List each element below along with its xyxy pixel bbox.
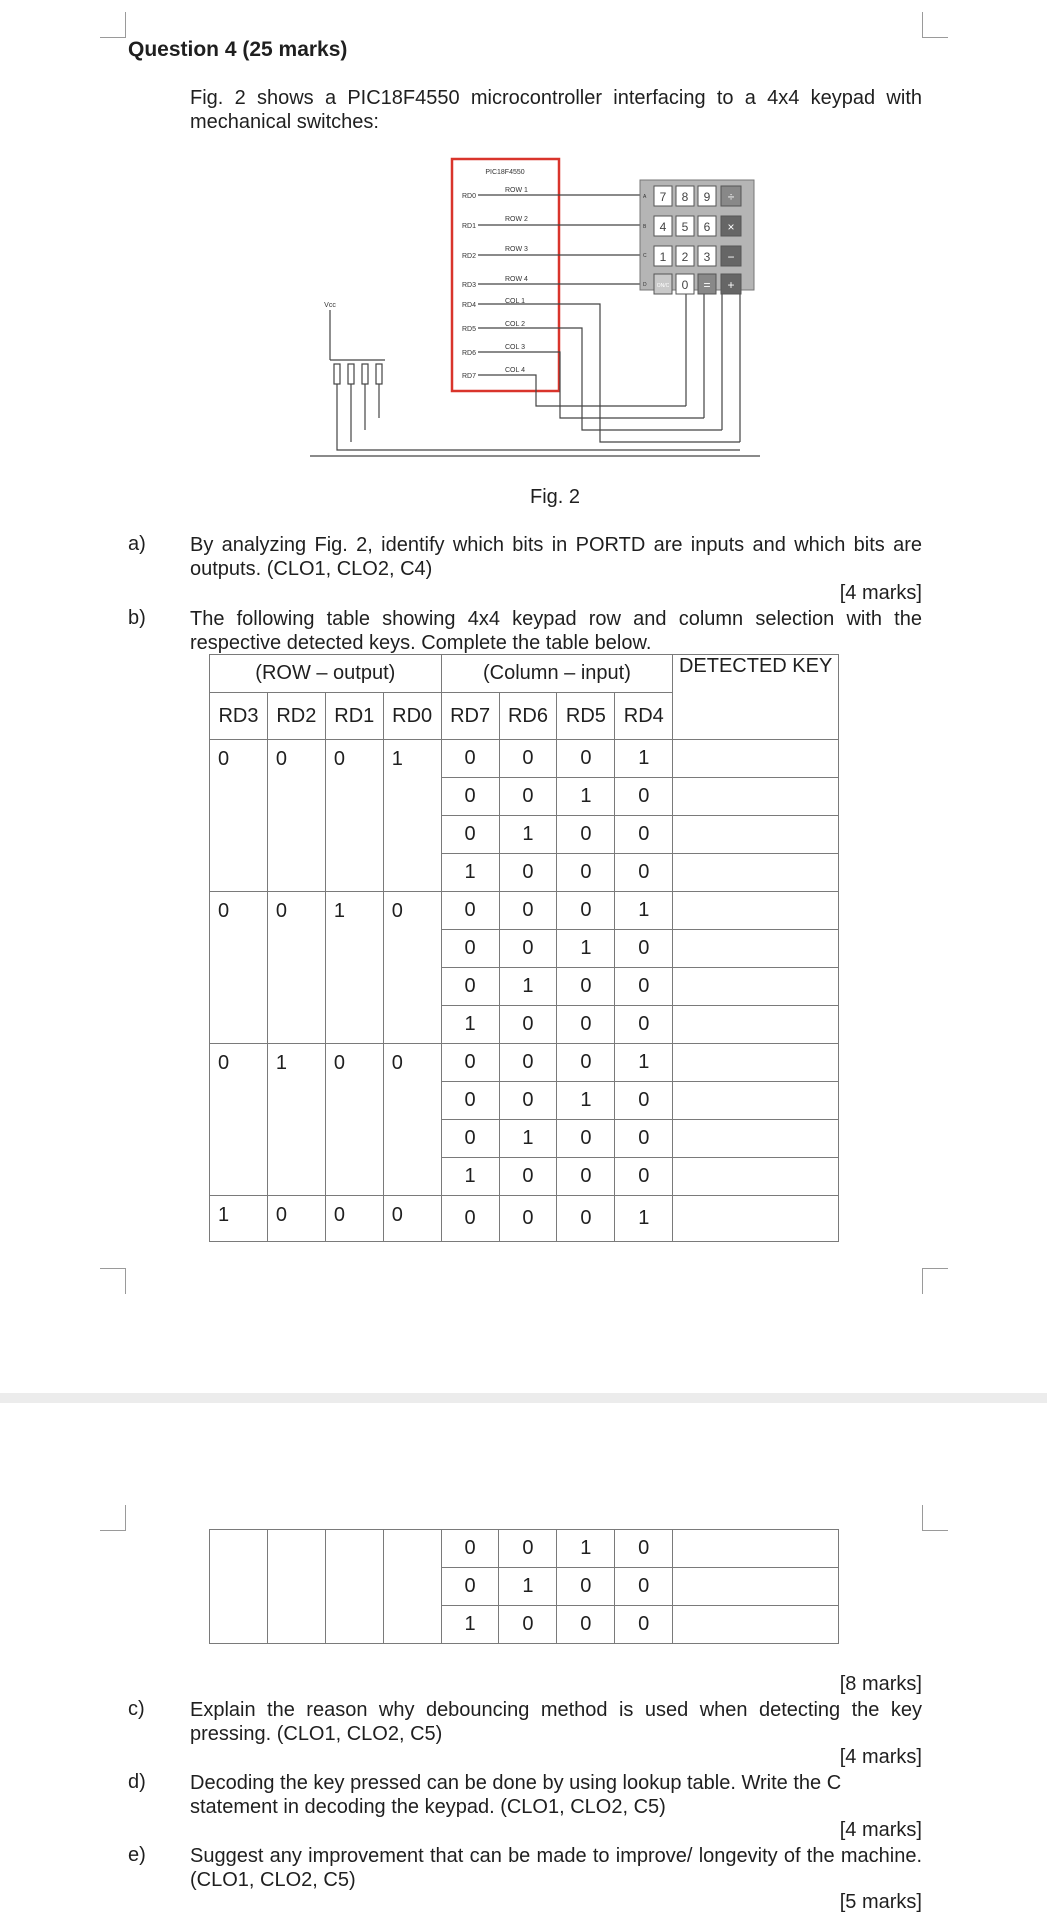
table-row: [210, 1044, 839, 1082]
part-c-text: Explain the reason why debouncing method is used when detecting the key pressing. (CLO1, CLO2, C5): [190, 1699, 922, 1745]
line-label: ROW 2: [505, 216, 528, 223]
part-c-marks: [4 marks]: [839, 1746, 922, 1768]
column-input-cell: 0: [615, 1120, 673, 1158]
part-d-text: Decoding the key pressed can be done by using lookup table. Write the C statement in decoding the keypad. (CLO1, CLO2, C5): [190, 1772, 842, 1818]
part-b-letter: b): [128, 607, 146, 629]
row-output-cell: 0: [325, 1196, 383, 1242]
column-input-cell: 0: [441, 1082, 499, 1120]
circuit-diagram: [300, 150, 780, 460]
column-input-cell: 1: [615, 740, 673, 778]
column-input-cell: 0: [499, 1044, 557, 1082]
keypad-table: [209, 654, 839, 1242]
key-label: −: [727, 250, 735, 264]
column-input-cell: 0: [441, 740, 499, 778]
question-title: Question 4 (25 marks): [128, 38, 348, 61]
row-output-cell: 1: [325, 892, 383, 1044]
row-output-cell: 1: [383, 740, 441, 892]
line-label: ROW 4: [505, 276, 528, 283]
column-input-cell: 0: [499, 1606, 557, 1644]
part-b-text: The following table showing 4x4 keypad row and column selection with the respective detected keys. Complete the table below.: [190, 608, 922, 654]
column-input-cell: 0: [557, 1196, 615, 1242]
detected-key-cell[interactable]: [673, 740, 839, 778]
column-input-cell: 0: [557, 740, 615, 778]
key-label: ×: [727, 220, 735, 234]
line-label: ROW 1: [505, 187, 528, 194]
column-input-cell: 0: [499, 778, 557, 816]
row-output-cell: 0: [267, 1196, 325, 1242]
detected-key-cell[interactable]: [673, 1044, 839, 1082]
group-header-row: [210, 655, 839, 693]
detected-key-cell[interactable]: [673, 930, 839, 968]
row-output-cell: 1: [267, 1044, 325, 1196]
column-input-cell: 0: [499, 854, 557, 892]
line-label: COL 4: [505, 367, 525, 374]
column-input-cell: 1: [615, 892, 673, 930]
row-output-cell: 1: [210, 1196, 268, 1242]
column-input-cell: 1: [499, 816, 557, 854]
row-letter: D: [643, 282, 647, 288]
corner-mark: [100, 12, 126, 38]
column-input-cell: 0: [441, 1196, 499, 1242]
part-a-text: By analyzing Fig. 2, identify which bits in PORTD are inputs and which bits are outputs. (CLO1, CLO2, C4): [190, 534, 922, 580]
page-break: [0, 1393, 1047, 1403]
row-output-cell: 0: [383, 1196, 441, 1242]
part-e-marks: [5 marks]: [839, 1891, 922, 1913]
column-header: RD6: [499, 693, 557, 740]
keypad-circuit-figure: [300, 150, 780, 460]
column-input-cell: 1: [441, 1006, 499, 1044]
row-letter: A: [643, 194, 647, 200]
key-label: 7: [659, 190, 667, 204]
column-input-cell: 0: [557, 892, 615, 930]
column-input-cell: 0: [499, 1196, 557, 1242]
row-output-cell: [325, 1530, 383, 1644]
column-input-cell: 0: [499, 930, 557, 968]
pin-label: RD3: [462, 282, 477, 289]
pin-label: RD0: [462, 193, 477, 200]
column-header: RD7: [441, 693, 499, 740]
figure-caption: Fig. 2: [530, 486, 581, 508]
column-input-cell: 0: [441, 816, 499, 854]
column-input-cell: 0: [499, 1006, 557, 1044]
row-output-cell: 0: [210, 892, 268, 1044]
corner-mark: [922, 1268, 948, 1294]
corner-mark: [100, 1268, 126, 1294]
column-input-cell: 0: [557, 1006, 615, 1044]
column-input-cell: 0: [441, 930, 499, 968]
pin-label: RD4: [462, 302, 477, 309]
key-label: =: [703, 278, 711, 292]
column-input-cell: 0: [441, 1530, 499, 1568]
column-input-cell: 0: [557, 1120, 615, 1158]
column-input-cell: 0: [441, 1044, 499, 1082]
part-b-marks: [8 marks]: [839, 1673, 922, 1695]
column-input-cell: 0: [557, 1158, 615, 1196]
column-input-cell: 0: [615, 1082, 673, 1120]
row-output-cell: 0: [383, 1044, 441, 1196]
row-output-cell: 0: [325, 1044, 383, 1196]
column-input-cell: 0: [557, 854, 615, 892]
key-label: 9: [703, 190, 711, 204]
column-input-cell: 0: [615, 1568, 673, 1606]
detected-key-cell[interactable]: [673, 1082, 839, 1120]
line-label: ROW 3: [505, 246, 528, 253]
row-output-cell: 0: [325, 740, 383, 892]
column-input-cell: 1: [557, 930, 615, 968]
table-row: [210, 1530, 839, 1568]
column-input-cell: 1: [557, 1082, 615, 1120]
column-input-cell: 0: [615, 854, 673, 892]
key-label: 3: [703, 250, 711, 264]
row-letter: C: [643, 253, 647, 259]
key-label: 5: [681, 220, 689, 234]
vcc-label: Vcc: [324, 302, 336, 309]
key-label: ÷: [727, 190, 735, 204]
detected-key-cell[interactable]: [673, 1006, 839, 1044]
pin-label: RD5: [462, 326, 477, 333]
line-label: COL 2: [505, 321, 525, 328]
key-label: +: [727, 278, 735, 292]
pin-label: RD1: [462, 223, 477, 230]
column-header: RD3: [210, 693, 268, 740]
column-input-cell: 0: [615, 816, 673, 854]
chip-label: PIC18F4550: [485, 169, 525, 176]
row-letter: B: [643, 224, 647, 230]
detected-key-cell[interactable]: [673, 1568, 839, 1606]
keypad-table-continued: [209, 1529, 839, 1644]
line-label: COL 1: [505, 298, 525, 305]
column-input-cell: 0: [499, 1158, 557, 1196]
column-input-cell: 0: [441, 968, 499, 1006]
column-input-cell: 0: [499, 740, 557, 778]
column-input-cell: 0: [615, 1158, 673, 1196]
column-input-cell: 1: [557, 778, 615, 816]
column-header: RD1: [325, 693, 383, 740]
key-label: 6: [703, 220, 711, 234]
column-input-cell: 0: [441, 1120, 499, 1158]
column-header: RD0: [383, 693, 441, 740]
column-input-cell: 1: [441, 1158, 499, 1196]
column-input-cell: 1: [499, 1120, 557, 1158]
row-output-cell: 0: [210, 1044, 268, 1196]
pin-label: RD6: [462, 350, 477, 357]
detected-key-cell[interactable]: [673, 778, 839, 816]
detected-key-header: DETECTED KEY: [673, 655, 839, 740]
column-input-cell: 0: [615, 1530, 673, 1568]
column-input-cell: 1: [499, 1568, 557, 1606]
column-input-cell: 0: [557, 1044, 615, 1082]
key-label: 0: [681, 278, 689, 292]
row-output-cell: 0: [383, 892, 441, 1044]
column-input-cell: 0: [499, 1082, 557, 1120]
column-input-cell: 0: [615, 930, 673, 968]
table-row: [210, 892, 839, 930]
key-label: ON/C: [656, 283, 670, 289]
column-input-cell: 0: [499, 1530, 557, 1568]
column-input-cell: 0: [441, 778, 499, 816]
detected-key-cell[interactable]: [673, 854, 839, 892]
column-input-cell: 1: [441, 854, 499, 892]
pin-label: RD2: [462, 253, 477, 260]
column-header: RD2: [267, 693, 325, 740]
part-e-letter: e): [128, 1844, 146, 1866]
row-output-cell: [267, 1530, 325, 1644]
column-input-cell: 0: [557, 1606, 615, 1644]
key-label: 1: [659, 250, 667, 264]
column-input-cell: 0: [557, 1568, 615, 1606]
detected-key-cell[interactable]: [673, 968, 839, 1006]
line-label: COL 3: [505, 344, 525, 351]
column-header: RD4: [615, 693, 673, 740]
corner-mark: [922, 12, 948, 38]
column-input-cell: 0: [557, 968, 615, 1006]
column-input-cell: 0: [557, 816, 615, 854]
column-input-cell: 0: [499, 892, 557, 930]
row-output-cell: [210, 1530, 268, 1644]
pin-label: RD7: [462, 373, 477, 380]
corner-mark: [922, 1505, 948, 1531]
part-d-letter: d): [128, 1771, 146, 1793]
column-input-cell: 0: [615, 1006, 673, 1044]
part-a-marks: [4 marks]: [839, 582, 922, 604]
column-input-cell: 1: [441, 1606, 499, 1644]
detected-key-cell[interactable]: [673, 1120, 839, 1158]
column-input-header: (Column – input): [441, 655, 673, 693]
column-header: RD5: [557, 693, 615, 740]
part-c-letter: c): [128, 1698, 145, 1720]
part-e-text: Suggest any improvement that can be made to improve/ longevity of the machine. (CLO1, CLO2, C5): [190, 1845, 922, 1891]
part-a-letter: a): [128, 533, 146, 555]
row-output-cell: [383, 1530, 441, 1644]
detected-key-cell[interactable]: [673, 1606, 839, 1644]
detected-key-cell[interactable]: [673, 1530, 839, 1568]
column-input-cell: 0: [615, 778, 673, 816]
column-input-cell: 1: [499, 968, 557, 1006]
row-output-cell: 0: [267, 892, 325, 1044]
key-label: 4: [659, 220, 667, 234]
column-input-cell: 1: [615, 1044, 673, 1082]
detected-key-cell[interactable]: [673, 892, 839, 930]
detected-key-cell[interactable]: [673, 1158, 839, 1196]
row-output-cell: 0: [267, 740, 325, 892]
table-row: [210, 1196, 839, 1242]
key-label: 8: [681, 190, 689, 204]
part-d-marks: [4 marks]: [839, 1819, 922, 1841]
key-label: 2: [681, 250, 689, 264]
column-input-cell: 0: [615, 1606, 673, 1644]
corner-mark: [100, 1505, 126, 1531]
question-intro: Fig. 2 shows a PIC18F4550 microcontroller interfacing to a 4x4 keypad with mechanical switches:: [190, 87, 922, 133]
column-input-cell: 0: [615, 968, 673, 1006]
detected-key-cell[interactable]: [673, 1196, 839, 1242]
table-row: [210, 740, 839, 778]
row-output-header: (ROW – output): [210, 655, 442, 693]
detected-key-cell[interactable]: [673, 816, 839, 854]
row-output-cell: 0: [210, 740, 268, 892]
column-input-cell: 0: [441, 1568, 499, 1606]
column-input-cell: 1: [557, 1530, 615, 1568]
column-input-cell: 0: [441, 892, 499, 930]
column-input-cell: 1: [615, 1196, 673, 1242]
